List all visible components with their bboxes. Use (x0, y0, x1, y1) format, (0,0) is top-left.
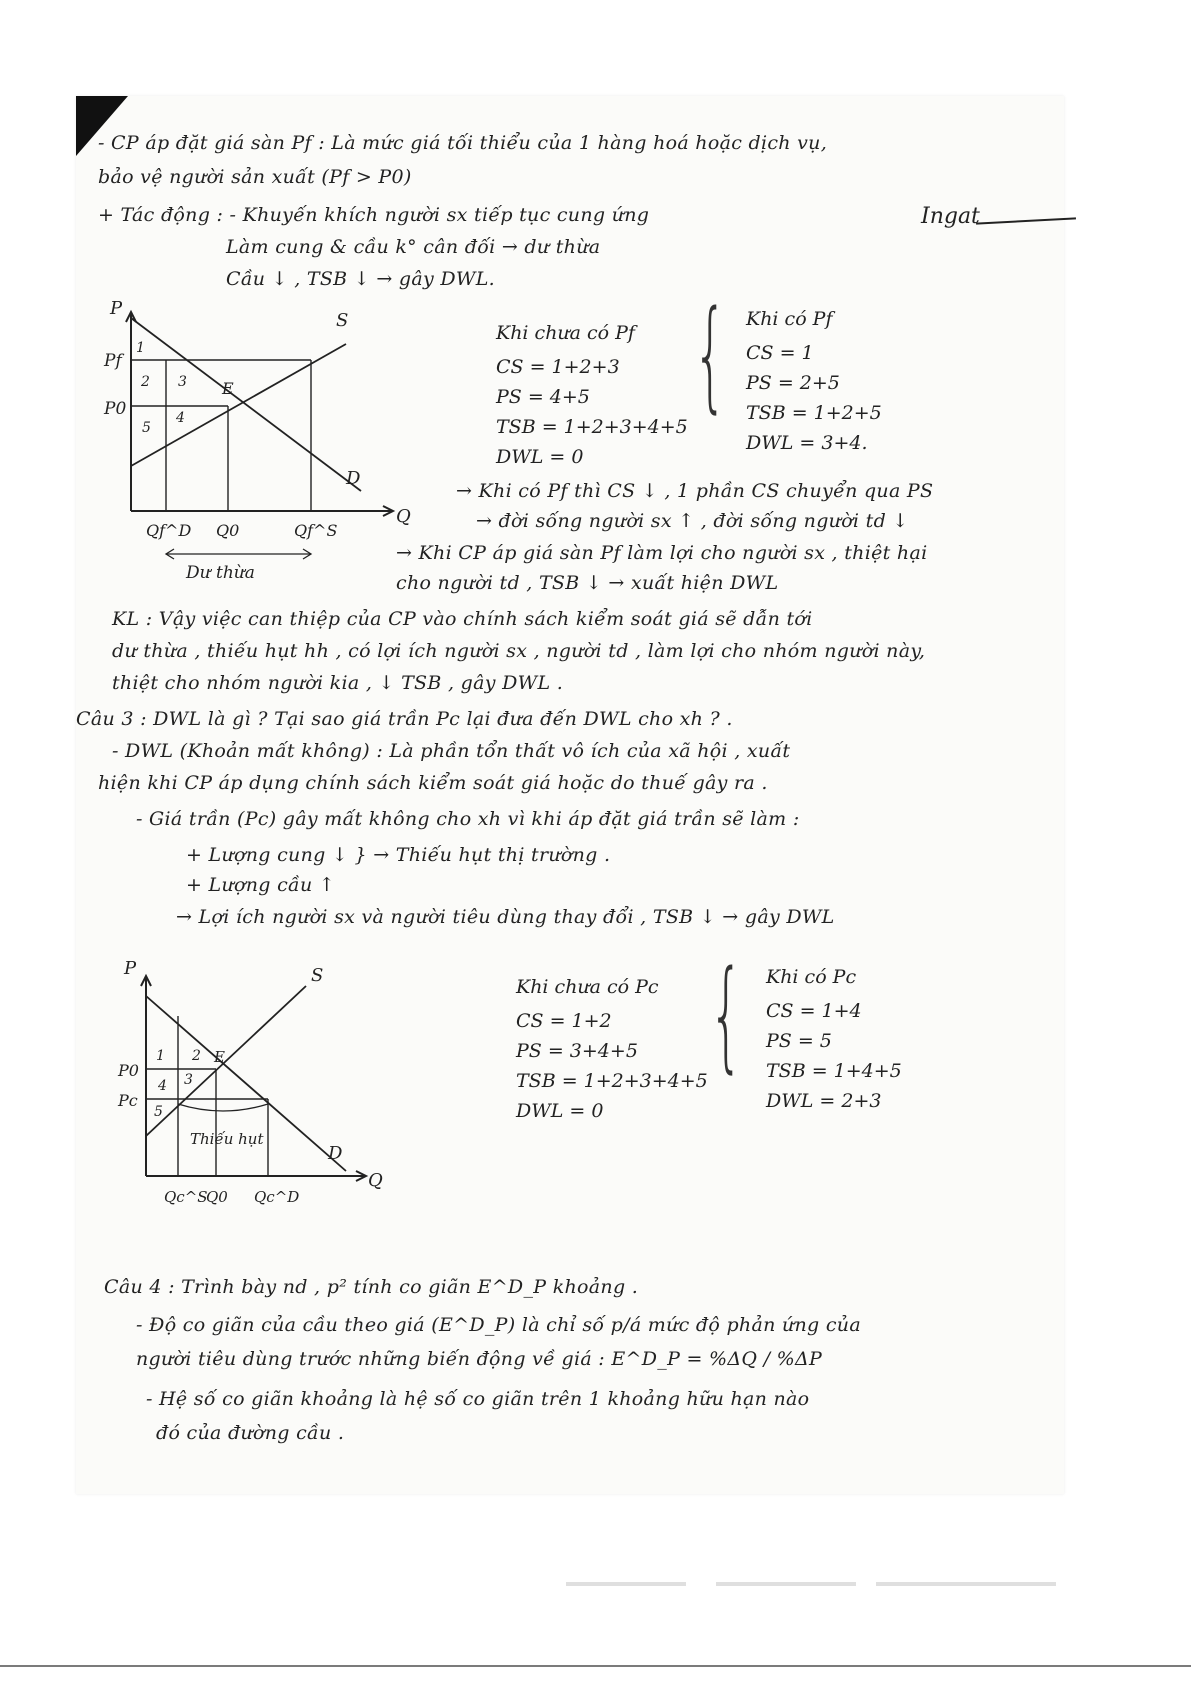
region-2: 2 (192, 1048, 201, 1064)
region-4: 4 (158, 1078, 167, 1094)
equilibrium-label: E (222, 379, 234, 398)
qd-label: Qf^D (146, 521, 192, 540)
equilibrium-label: E (214, 1048, 225, 1066)
demand-label: D (346, 468, 361, 489)
pf-label: Pf (104, 351, 122, 371)
text-line: Cầu ↓ , TSB ↓ → gây DWL. (226, 268, 495, 290)
brace: { (692, 286, 728, 425)
text-line: người tiêu dùng trước những biến động về giá : E^D_P = %ΔQ / %ΔP (136, 1348, 823, 1370)
qd-label: Qc^D (254, 1188, 300, 1206)
text-line: Làm cung & cầu k° cân đối → dư thừa (226, 236, 601, 258)
text-line: Câu 3 : DWL là gì ? Tại sao giá trần Pc lại đưa đến DWL cho xh ? . (76, 708, 733, 730)
p0-label: P0 (118, 1061, 139, 1080)
region-3: 3 (184, 1072, 193, 1088)
text-line: - Hệ số co giãn khoảng là hệ số co giãn trên 1 khoảng hữu hạn nào (146, 1388, 810, 1410)
calc-line: DWL = 3+4. (746, 432, 868, 454)
calc-with-ceiling (766, 966, 902, 1120)
p-axis-label: P (124, 958, 137, 979)
supply-curve (131, 344, 346, 466)
calc-line: CS = 1+2+3 (496, 356, 620, 378)
calc-with-floor (746, 308, 882, 462)
calc-line: TSB = 1+2+3+4+5 (496, 416, 688, 438)
calc-line: TSB = 1+4+5 (766, 1060, 902, 1082)
region-2: 2 (141, 374, 150, 390)
q0-label: Q0 (216, 521, 240, 540)
text-line: → Khi có Pf thì CS ↓ , 1 phần CS chuyển qua PS (456, 480, 934, 502)
calc-line: DWL = 0 (516, 1100, 604, 1122)
text-line: dư thừa , thiếu hụt hh , có lợi ích người sx , người td , làm lợi cho nhóm người này, (112, 640, 926, 662)
pc-label: Pc (118, 1091, 138, 1110)
scan-mark (566, 1582, 686, 1586)
region-1: 1 (136, 340, 145, 356)
calc-line: CS = 1+4 (766, 1000, 862, 1022)
p0-label: P0 (104, 399, 127, 419)
qs-label: Qc^S (164, 1188, 208, 1206)
notebook-page (76, 96, 1064, 1494)
calc-line: DWL = 2+3 (766, 1090, 882, 1112)
scan-mark (876, 1582, 1056, 1586)
text-line: hiện khi CP áp dụng chính sách kiểm soát giá hoặc do thuế gây ra . (98, 772, 768, 794)
calc-before-ceiling (516, 976, 708, 1130)
price-ceiling-graph (106, 956, 426, 1256)
calc-line: PS = 4+5 (496, 386, 590, 408)
q0-label: Q0 (206, 1188, 228, 1206)
text-line: → đời sống người sx ↑ , đời sống người td ↓ (476, 510, 909, 532)
text-line: - DWL (Khoản mất không) : Là phần tổn thất vô ích của xã hội , xuất (112, 740, 791, 762)
page-edge (0, 1665, 1191, 1667)
region-1: 1 (156, 1048, 165, 1064)
q-axis-label: Q (368, 1170, 383, 1191)
text-line: đó của đường cầu . (156, 1422, 345, 1444)
calc-line: TSB = 1+2+5 (746, 402, 882, 424)
calc-heading: Khi chưa có Pf (496, 322, 635, 344)
calc-before-floor (496, 322, 688, 476)
calc-line: PS = 2+5 (746, 372, 840, 394)
shortage-label: Thiếu hụt (190, 1130, 264, 1148)
text-line: thiệt cho nhóm người kia , ↓ TSB , gây DWL . (112, 672, 564, 694)
text-line: + Tác động : - Khuyến khích người sx tiếp tục cung ứng (98, 204, 650, 226)
text-line: + Lượng cầu ↑ (186, 874, 336, 896)
calc-line: PS = 5 (766, 1030, 832, 1052)
shortage-brace (178, 1104, 268, 1111)
calc-heading: Khi có Pf (746, 308, 833, 330)
supply-curve (146, 986, 306, 1136)
text-line: cho người td , TSB ↓ → xuất hiện DWL (396, 572, 779, 594)
calc-line: DWL = 0 (496, 446, 584, 468)
text-line: bảo vệ người sản xuất (Pf > P0) (98, 166, 412, 188)
text-line: → Lợi ích người sx và người tiêu dùng thay đổi , TSB ↓ → gây DWL (176, 906, 835, 928)
region-5: 5 (142, 420, 151, 436)
supply-label: S (336, 310, 349, 331)
calc-heading: Khi có Pc (766, 966, 857, 988)
signature: Ingat (921, 204, 980, 229)
text-line: - CP áp đặt giá sàn Pf : Là mức giá tối thiểu của 1 hàng hoá hoặc dịch vụ, (98, 132, 828, 154)
price-floor-graph (96, 296, 426, 596)
region-4: 4 (176, 410, 185, 426)
text-line: + Lượng cung ↓ } → Thiếu hụt thị trường . (186, 844, 611, 866)
qs-label: Qf^S (294, 521, 338, 540)
text-line: Câu 4 : Trình bày nd , p² tính co giãn E^D_P khoảng . (104, 1276, 639, 1298)
q-axis-label: Q (396, 506, 411, 527)
demand-label: D (328, 1143, 343, 1164)
region-3: 3 (178, 374, 187, 390)
calc-line: CS = 1+2 (516, 1010, 612, 1032)
text-line: KL : Vậy việc can thiệp của CP vào chính sách kiểm soát giá sẽ dẫn tới (112, 608, 813, 630)
text-line: - Độ co giãn của cầu theo giá (E^D_P) là chỉ số p/á mức độ phản ứng của (136, 1314, 861, 1336)
surplus-label: Dư thừa (186, 563, 255, 583)
scan-mark (716, 1582, 856, 1586)
calc-line: PS = 3+4+5 (516, 1040, 638, 1062)
calc-heading: Khi chưa có Pc (516, 976, 659, 998)
p-axis-label: P (110, 298, 123, 319)
brace: { (708, 946, 744, 1085)
region-5: 5 (154, 1104, 163, 1120)
calc-line: TSB = 1+2+3+4+5 (516, 1070, 708, 1092)
text-line: → Khi CP áp giá sàn Pf làm lợi cho người sx , thiệt hại (396, 542, 928, 564)
signature-underline (976, 217, 1076, 224)
calc-line: CS = 1 (746, 342, 814, 364)
supply-label: S (311, 965, 324, 986)
text-line: - Giá trần (Pc) gây mất không cho xh vì khi áp đặt giá trần sẽ làm : (136, 808, 800, 830)
